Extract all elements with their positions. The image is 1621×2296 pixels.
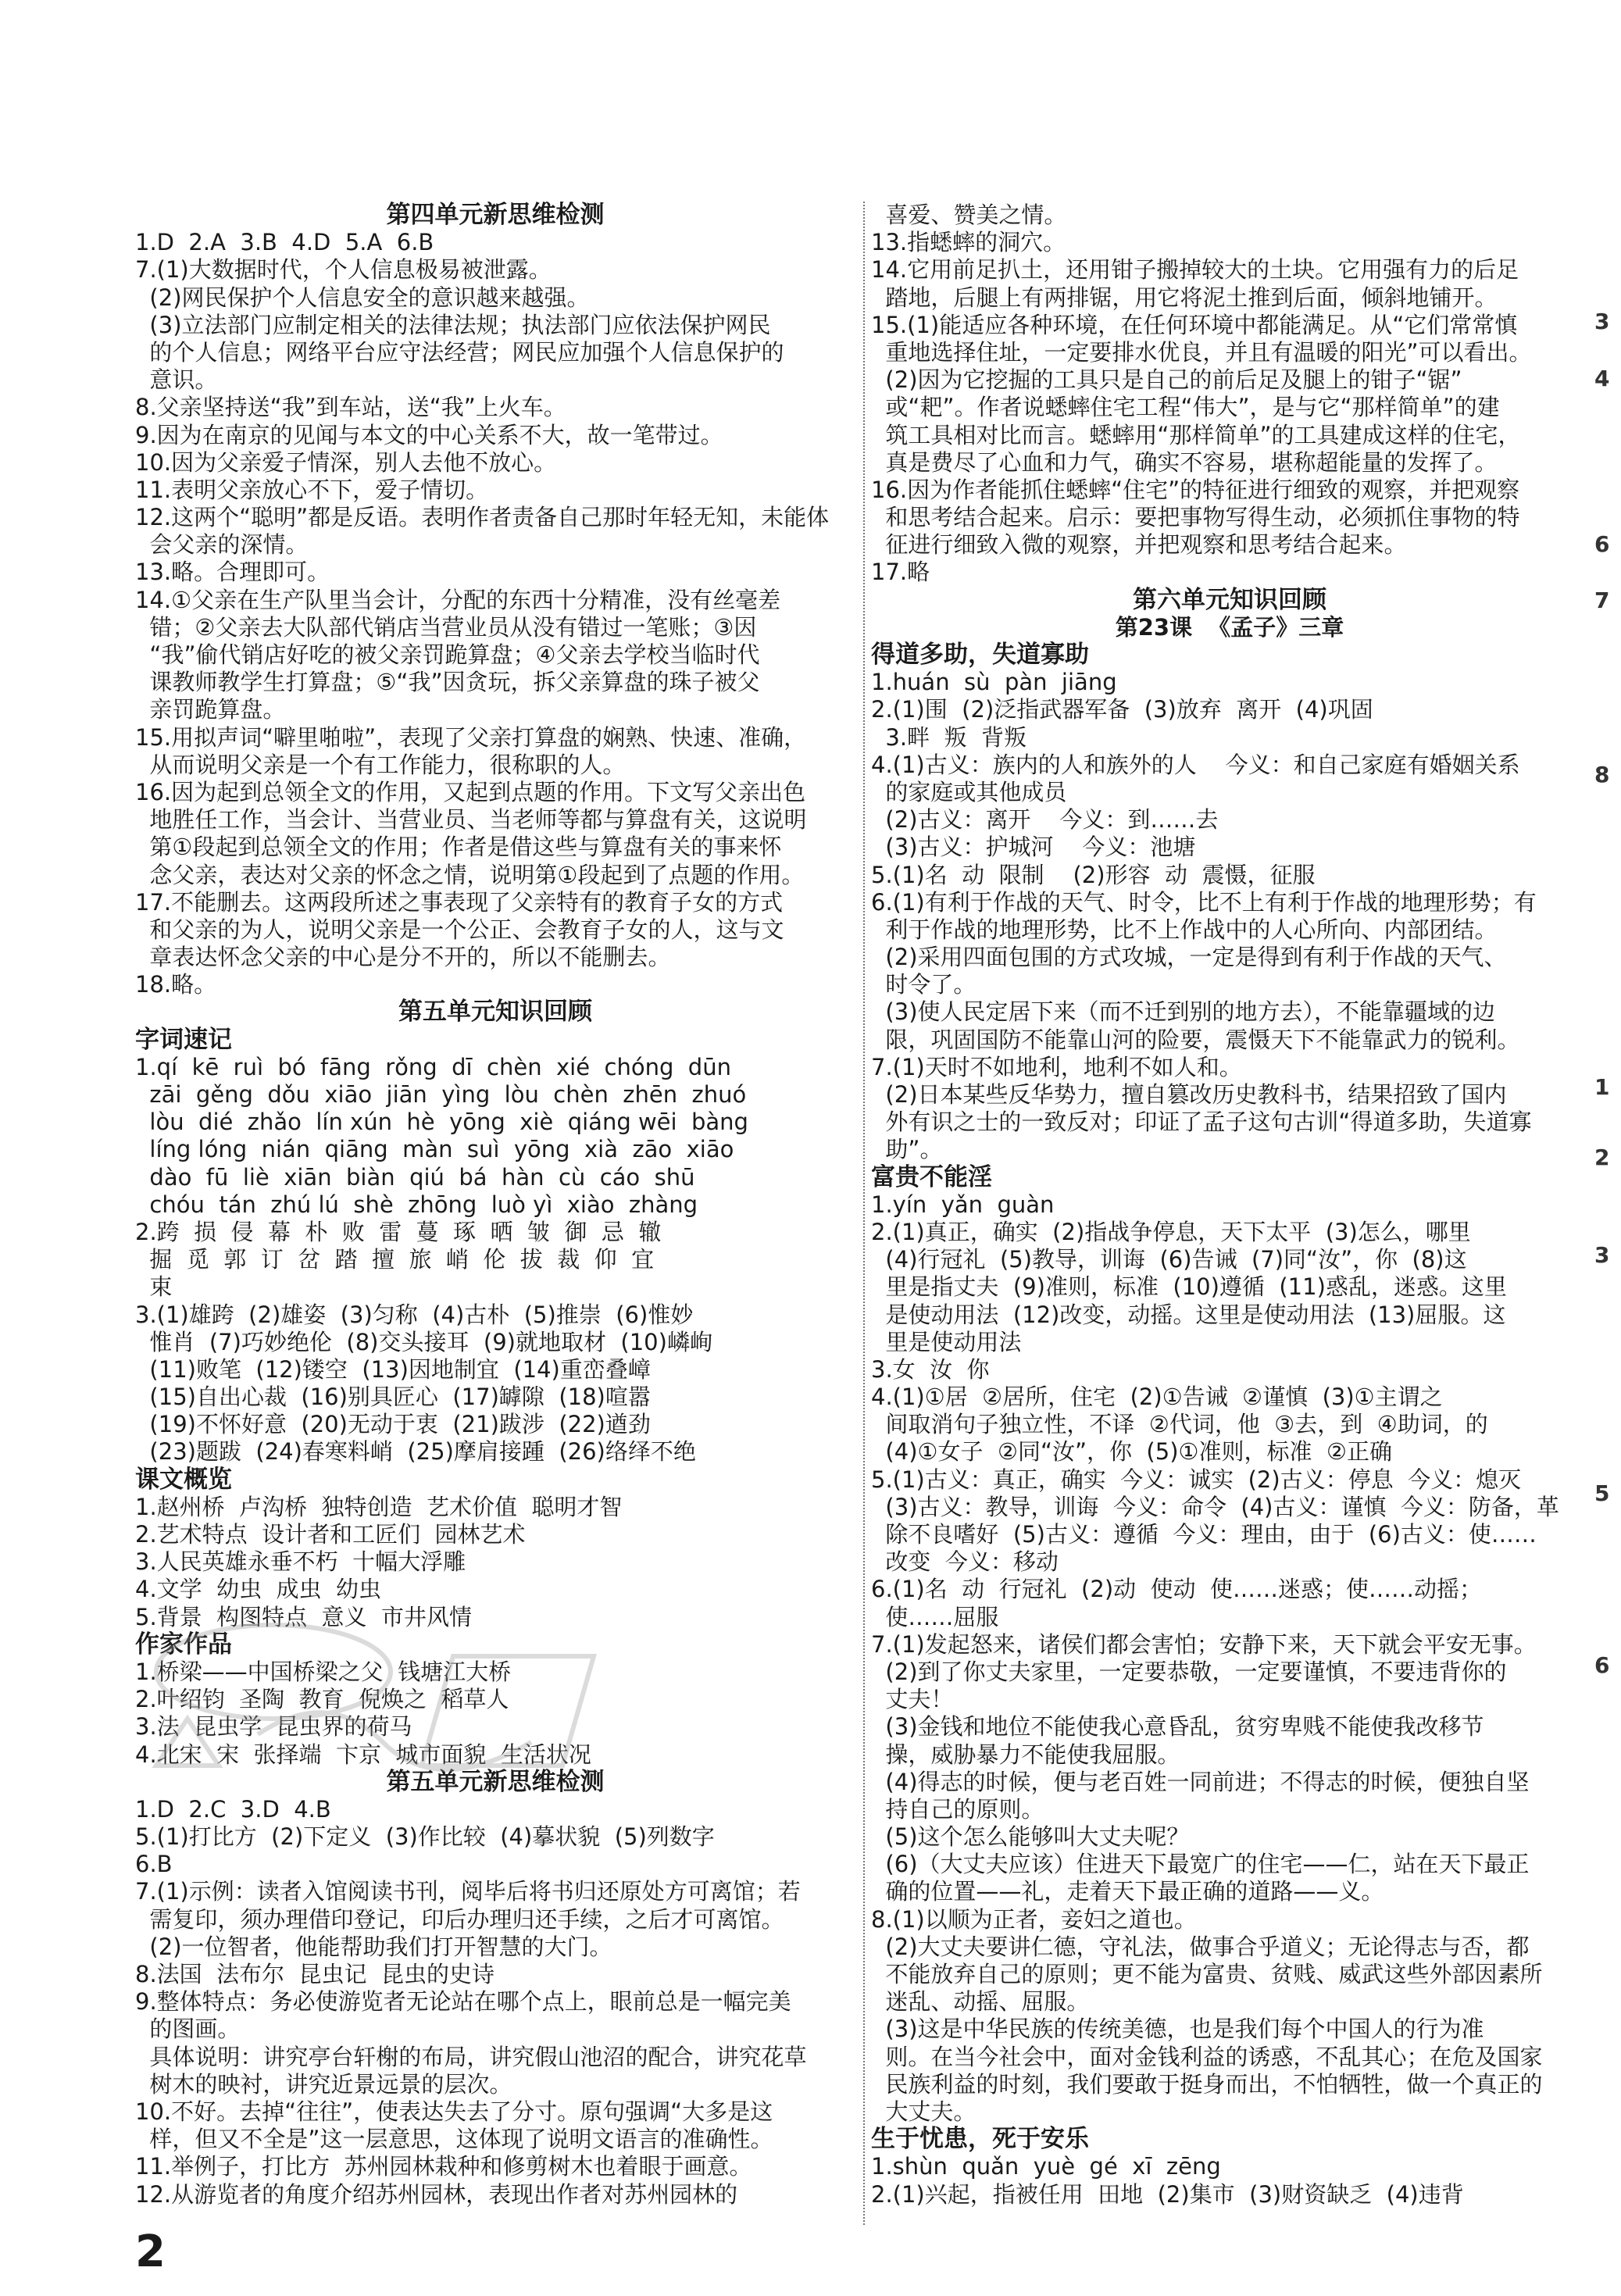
right-line: 15.(1)能适应各种环境，在任何环境中都能满足。从“它们常常慎	[871, 311, 1518, 338]
left-line: (19)不怀好意 (20)无动于衷 (21)跋涉 (22)遒劲	[135, 1411, 651, 1438]
right-line: 17.略	[871, 559, 930, 586]
right-subheading: 富贵不能淫	[871, 1163, 992, 1191]
left-line: 章表达怀念父亲的中心是分不开的，所以不能删去。	[135, 944, 671, 971]
left-line: zāi gěng dǒu xiāo jiān yìng lòu chèn zhēn zhuó	[135, 1081, 747, 1108]
right-line: 民族利益的时刻，我们要敢于挺身而出，不怕牺牲，做一个真正的	[871, 2070, 1543, 2098]
left-line: 11.举例子，打比方 苏州园林栽种和修剪树木也着眼于画意。	[135, 2153, 752, 2180]
left-line: chóu tán zhú lú shè zhōng luò yì xiào zhàng	[135, 1191, 698, 1218]
edge-mark: 3	[1594, 1242, 1610, 1268]
right-line: (4)得志的时候，便与老百姓一同前进；不得志的时候，便独自坚	[871, 1768, 1530, 1795]
right-line: 6.(1)有利于作战的天气、时令，比不上有利于作战的地理形势；有	[871, 888, 1537, 916]
right-line: 里是使动用法	[871, 1328, 1022, 1355]
left-section-title: 第五单元新思维检测	[386, 1768, 605, 1796]
edge-mark: 5	[1594, 1480, 1610, 1506]
right-line: (3)古义：护城河 今义：池塘	[871, 834, 1196, 861]
right-line: 2.(1)真正，确实 (2)指战争停息，天下太平 (3)怎么，哪里	[871, 1218, 1471, 1245]
right-section-title: 第六单元知识回顾	[1133, 586, 1326, 614]
left-line: 1.D 2.A 3.B 4.D 5.A 6.B	[135, 229, 434, 256]
page-number: 2	[135, 2226, 166, 2277]
right-line: 1.shùn quǎn yuè gé xī zēng	[871, 2153, 1221, 2180]
right-line: (3)使人民定居下来（而不迁到别的地方去），不能靠疆域的边	[871, 998, 1496, 1026]
left-line: 5.背景 构图特点 意义 市井风情	[135, 1603, 472, 1630]
right-line: 4.(1)①居 ②居所，住宅 (2)①告诫 ②谨慎 (3)①主谓之	[871, 1384, 1443, 1411]
right-line: 5.(1)古义：真正，确实 今义：诚实 (2)古义：停息 今义：熄灭	[871, 1466, 1522, 1493]
left-line: 11.表明父亲放心不下，爱子情切。	[135, 476, 489, 503]
left-line: 8.父亲坚持送“我”到车站，送“我”上火车。	[135, 394, 566, 421]
right-line: 则。在当今社会中，面对金钱利益的诱惑，不乱其心；在危及国家	[871, 2043, 1543, 2070]
right-line: 重地选择住址，一定要排水优良，并且有温暖的阳光”可以看出。	[871, 338, 1532, 366]
right-line: (4)①女子 ②同“汝”，你 (5)①准则，标准 ②正确	[871, 1438, 1392, 1466]
left-line: (2)网民保护个人信息安全的意识越来越强。	[135, 284, 590, 311]
left-line: 的图画。	[135, 2016, 241, 2043]
column-divider	[863, 202, 865, 2225]
right-line: 限，巩固国防不能靠山河的险要，震慑天下不能靠武力的锐利。	[871, 1026, 1520, 1053]
edge-mark: 4	[1594, 366, 1610, 391]
right-line: 1.yín yǎn guàn	[871, 1191, 1055, 1218]
right-line: 和思考结合起来。启示：要把事物写得生动，必须抓住事物的特	[871, 504, 1520, 531]
right-line: (3)金钱和地位不能使我心意昏乱，贫穷卑贱不能使我改移节	[871, 1713, 1484, 1741]
left-subheading: 字词速记	[135, 1026, 232, 1054]
left-line: (15)自出心裁 (16)别具匠心 (17)罅隙 (18)喧嚣	[135, 1384, 651, 1411]
left-line: 12.这两个“聪明”都是反语。表明作者责备自己那时年轻无知，未能体	[135, 504, 830, 531]
right-line: 喜爱、赞美之情。	[871, 202, 1067, 228]
right-line: 操，威胁暴力不能使我屈服。	[871, 1741, 1180, 1768]
right-line: (2)到了你丈夫家里，一定要恭敬，一定要谨慎，不要违背你的	[871, 1658, 1507, 1685]
left-line: 18.略。	[135, 971, 217, 998]
right-line: 3.畔 叛 背叛	[871, 723, 1027, 751]
right-line: (3)古义：教导，训诲 今义：命令 (4)古义：谨慎 今义：防备，革	[871, 1493, 1559, 1520]
left-line: (23)题跋 (24)春寒料峭 (25)摩肩接踵 (26)络绎不绝	[135, 1438, 696, 1466]
right-line: 筑工具相对比而言。蟋蟀用“那样简单”的工具建成这样的住宅，	[871, 421, 1521, 448]
left-line: 地胜任工作，当会计、当营业员、当老师等都与算盘有关，这说明	[135, 806, 807, 834]
edge-mark: 1	[1594, 1074, 1610, 1100]
left-line: 第①段起到总领全文的作用；作者是借这些与算盘有关的事来怀	[135, 834, 782, 861]
right-line: 6.(1)名 动 行冠礼 (2)动 使动 使……迷惑；使……动摇；	[871, 1576, 1483, 1603]
right-line: (2)古义：离开 今义：到……去	[871, 806, 1219, 834]
left-subheading: 课文概览	[135, 1466, 232, 1494]
right-subheading: 生于忧患，死于安乐	[871, 2126, 1089, 2154]
left-line: 的个人信息；网络平台应守法经营；网民应加强个人信息保护的	[135, 338, 784, 366]
left-line: 1.qí kē ruì bó fāng rǒng dī chèn xié chóng dūn	[135, 1053, 731, 1080]
right-line: 1.huán sù pàn jiāng	[871, 669, 1117, 696]
right-subheading: 得道多助，失道寡助	[871, 641, 1089, 669]
left-line: dào fū liè xiān biàn qiú bá hàn cù cáo shū	[135, 1163, 695, 1191]
right-line: (6)（大丈夫应该）住进天下最宽广的住宅——仁，站在天下最正	[871, 1851, 1530, 1878]
right-line: 除不良嗜好 (5)古义：遵循 今义：理由，由于 (6)古义：使……	[871, 1521, 1537, 1548]
edge-mark: 2	[1594, 1144, 1610, 1170]
left-line: 13.略。合理即可。	[135, 559, 330, 586]
left-line: 念父亲，表达对父亲的怀念之情，说明第①段起到了点题的作用。	[135, 861, 805, 888]
left-line: lòu dié zhǎo lín xún hè yōng xiè qiáng wēi bàng	[135, 1109, 748, 1136]
right-line: 外有识之士的一致反对；印证了孟子这句古训“得道多助，失道寡	[871, 1109, 1532, 1136]
left-line: 树木的映衬，讲究近景远景的层次。	[135, 2070, 512, 2098]
right-line: 2.(1)兴起，指被任用 田地 (2)集市 (3)财资缺乏 (4)违背	[871, 2180, 1464, 2208]
right-line: 里是指丈夫 (9)准则，标准 (10)遵循 (11)惑乱，迷惑。这里	[871, 1273, 1507, 1301]
right-section-title: 第23课 《孟子》三章	[1115, 613, 1344, 641]
right-line: 大丈夫。	[871, 2098, 977, 2125]
left-line: 和父亲的为人，说明父亲是一个公正、会教育子女的人，这与文	[135, 916, 784, 943]
right-line: 利于作战的地理形势，比不上作战中的人心所向、内部团结。	[871, 916, 1498, 943]
left-line: 7.(1)示例：读者入馆阅读书刊，阅毕后将书归还原处方可离馆；若	[135, 1878, 801, 1905]
left-line: 14.①父亲在生产队里当会计，分配的东西十分精准，没有丝毫差	[135, 586, 781, 613]
left-line: 需复印，须办理借印登记，印后办理归还手续，之后才可离馆。	[135, 1905, 784, 1933]
right-answer-column	[871, 202, 1588, 2209]
left-line: 8.法国 法布尔 昆虫记 昆虫的史诗	[135, 1961, 495, 1987]
left-line: 3.人民英雄永垂不朽 十幅大浮雕	[135, 1548, 466, 1576]
edge-mark: 3	[1594, 309, 1610, 334]
left-line: 具体说明：讲究亭台轩榭的布局，讲究假山池沼的配合，讲究花草	[135, 2043, 807, 2070]
left-line: (3)立法部门应制定相关的法律法规；执法部门应依法保护网民	[135, 311, 771, 338]
right-line: 8.(1)以顺为正者，妾妇之道也。	[871, 1905, 1197, 1933]
right-line: (2)大丈夫要讲仁德，守礼法，做事合乎道义；无论得志与否，都	[871, 1933, 1530, 1960]
left-line: 7.(1)大数据时代，个人信息极易被泄露。	[135, 256, 552, 284]
right-line: 助”。	[871, 1136, 943, 1163]
left-line: 1.D 2.C 3.D 4.B	[135, 1795, 331, 1823]
left-section-title: 第五单元知识回顾	[398, 998, 592, 1027]
left-line: 10.不好。去掉“往往”，使表达失去了分寸。原句强调“大多是这	[135, 2098, 773, 2125]
edge-mark: 6	[1594, 531, 1610, 557]
right-line: (2)采用四面包围的方式攻城，一定是得到有利于作战的天气、	[871, 944, 1507, 971]
left-line: 9.因为在南京的见闻与本文的中心关系不大，故一笔带过。	[135, 421, 723, 448]
left-line: 惟肖 (7)巧妙绝伦 (8)交头接耳 (9)就地取材 (10)嶙峋	[135, 1328, 712, 1355]
left-line: 1.赵州桥 卢沟桥 独特创造 艺术价值 聪明才智	[135, 1493, 623, 1520]
right-line: 13.指蟋蟀的洞穴。	[871, 229, 1066, 256]
left-line: 5.(1)打比方 (2)下定义 (3)作比较 (4)摹状貌 (5)列数字	[135, 1823, 715, 1851]
right-line: (5)这个怎么能够叫大丈夫呢？	[871, 1823, 1190, 1851]
edge-mark: 8	[1594, 762, 1610, 787]
left-line: 2.叶绍钧 圣陶 教育 倪焕之 稻草人	[135, 1686, 509, 1713]
right-line: (2)日本某些反华势力，擅自篡改历史教科书，结果招致了国内	[871, 1081, 1507, 1108]
edge-mark: 6	[1594, 1652, 1610, 1678]
left-line: 错；②父亲去大队部代销店当营业员从没有错过一笔账；③因	[135, 613, 757, 641]
edge-mark: 7	[1594, 587, 1610, 613]
left-line: 9.整体特点：务必使游览者无论站在哪个点上，眼前总是一幅完美	[135, 1988, 791, 2016]
left-line: 17.不能删去。这两段所述之事表现了父亲特有的教育子女的方式	[135, 888, 784, 916]
right-line: 改变 今义：移动	[871, 1548, 1059, 1576]
left-line: 3.(1)雄跨 (2)雄姿 (3)匀称 (4)古朴 (5)推崇 (6)惟妙	[135, 1301, 694, 1328]
left-answer-column	[135, 202, 855, 2209]
left-section-title: 第四单元新思维检测	[386, 202, 605, 229]
left-line: 12.从游览者的角度介绍苏州园林，表现出作者对苏州园林的	[135, 2180, 738, 2208]
right-line: 是使动用法 (12)改变，动摇。这里是使动用法 (13)屈服。这	[871, 1301, 1506, 1328]
left-line: 16.因为起到总领全文的作用，又起到点题的作用。下文写父亲出色	[135, 778, 806, 805]
right-line: 使……屈服	[871, 1603, 999, 1630]
left-line: 3.法 昆虫学 昆虫界的荷马	[135, 1713, 412, 1741]
left-line: 从而说明父亲是一个有工作能力，很称职的人。	[135, 751, 626, 778]
left-line: “我”偷代销店好吃的被父亲罚跪算盘；④父亲去学校当临时代	[135, 641, 760, 668]
left-line: 4.文学 幼虫 成虫 幼虫	[135, 1576, 381, 1603]
left-line: 掘 觅 郭 订 岔 踏 擅 旅 峭 伦 拔 裁 仰 宜	[135, 1246, 655, 1273]
right-line: 5.(1)名 动 限制 (2)形容 动 震慑，征服	[871, 861, 1316, 888]
left-line: 15.用拟声词“噼里啪啦”，表现了父亲打算盘的娴熟、快速、准确，	[135, 723, 807, 751]
right-line: 间取消句子独立性，不译 ②代词，他 ③去，到 ④助词，的	[871, 1411, 1488, 1438]
right-line: 时令了。	[871, 971, 977, 998]
right-line: 2.(1)围 (2)泛指武器军备 (3)放弃 离开 (4)巩固	[871, 696, 1373, 723]
left-line: 1.桥梁——中国桥梁之父 钱塘江大桥	[135, 1658, 512, 1685]
left-line: 4.北宋 宋 张择端 卞京 城市面貌 生活状况	[135, 1741, 591, 1768]
left-line: (2)一位智者，他能帮助我们打开智慧的大门。	[135, 1933, 612, 1960]
left-line: 会父亲的深情。	[135, 531, 309, 559]
right-line: (2)因为它挖掘的工具只是自己的前后足及腿上的钳子“锯”	[871, 366, 1462, 394]
right-line: 16.因为作者能抓住蟋蟀“住宅”的特征进行细致的观察，并把观察	[871, 476, 1520, 503]
right-line: 14.它用前足扒土，还用钳子搬掉较大的土块。它用强有力的后足	[871, 256, 1519, 284]
right-line: 踏地，后腿上有两排锯，用它将泥土推到后面，倾斜地铺开。	[871, 284, 1498, 311]
right-line: 迷乱、动摇、屈服。	[871, 1988, 1090, 2016]
left-line: 亲罚跪算盘。	[135, 696, 286, 723]
left-line: 课教师教学生打算盘；⑤“我”因贪玩，拆父亲算盘的珠子被父	[135, 669, 760, 696]
right-line: 4.(1)古义：族内的人和族外的人 今义：和自己家庭有婚姻关系	[871, 751, 1520, 778]
left-line: 束	[135, 1273, 173, 1301]
right-line: 7.(1)天时不如地利，地利不如人和。	[871, 1053, 1242, 1080]
right-line: 丈夫！	[871, 1686, 954, 1713]
right-line: 的家庭或其他成员	[871, 778, 1067, 805]
left-line: 样，但又不全是”这一层意思，这体现了说明文语言的准确性。	[135, 2126, 773, 2153]
right-line: 7.(1)发起怒来，诸侯们都会害怕；安静下来，天下就会平安无事。	[871, 1630, 1537, 1658]
left-line: 10.因为父亲爱子情深，别人去他不放心。	[135, 448, 557, 476]
right-line: 持自己的原则。	[871, 1795, 1044, 1823]
left-subheading: 作家作品	[135, 1630, 232, 1659]
right-line: 或“耙”。作者说蟋蟀住宅工程“伟大”，是与它“那样简单”的建	[871, 394, 1500, 421]
left-line: 6.B	[135, 1851, 173, 1878]
left-line: 意识。	[135, 366, 218, 394]
right-line: 真是费尽了心血和力气，确实不容易，堪称超能量的发挥了。	[871, 448, 1498, 476]
left-line: 2.跨 损 侵 幕 朴 败 雷 蔓 琢 晒 皱 御 忌 辙	[135, 1218, 662, 1245]
right-line: 确的位置——礼，走着天下最正确的道路——义。	[871, 1878, 1384, 1905]
right-line: (3)这是中华民族的传统美德，也是我们每个中国人的行为准	[871, 2016, 1484, 2043]
left-line: líng lóng nián qiāng màn suì yōng xià zāo xiāo	[135, 1136, 734, 1163]
right-line: (4)行冠礼 (5)教导，训诲 (6)告诫 (7)同“汝”，你 (8)这	[871, 1246, 1467, 1273]
left-line: 2.艺术特点 设计者和工匠们 园林艺术	[135, 1521, 526, 1548]
right-line: 不能放弃自己的原则；更不能为富贵、贫贱、威武这些外部因素所	[871, 1961, 1543, 1987]
right-line: 征进行细致入微的观察，并把观察和思考结合起来。	[871, 531, 1407, 559]
left-line: (11)败笔 (12)镂空 (13)因地制宜 (14)重峦叠嶂	[135, 1355, 651, 1383]
right-line: 3.女 汝 你	[871, 1355, 990, 1383]
